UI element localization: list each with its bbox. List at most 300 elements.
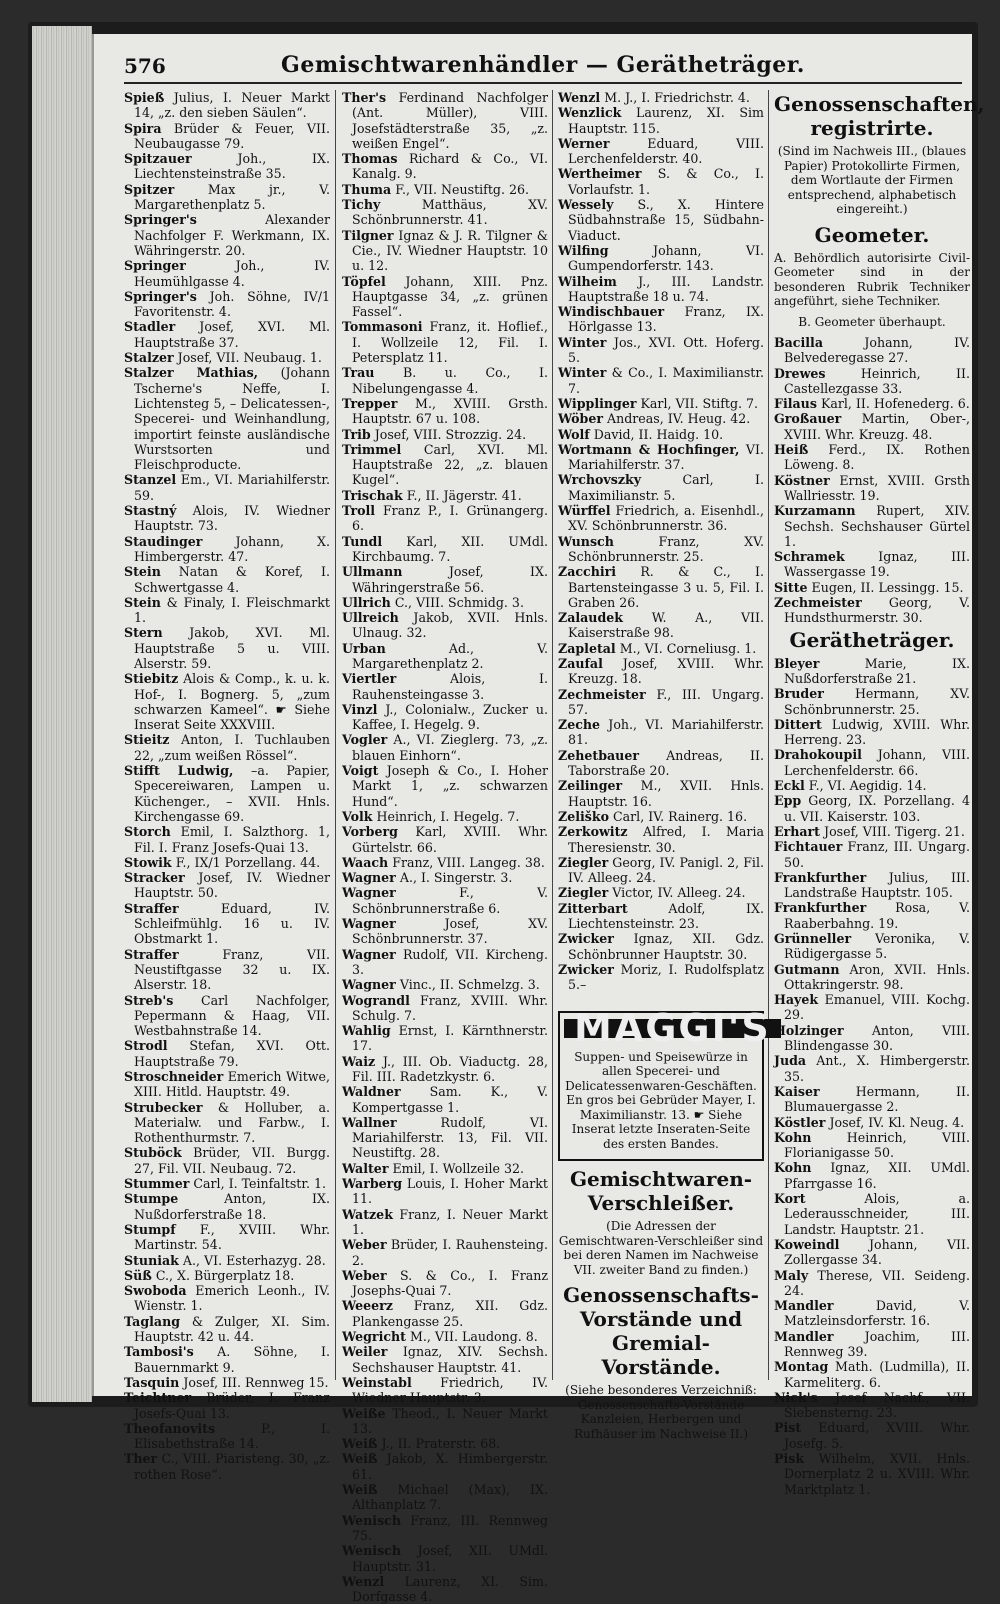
directory-entry [558, 90, 764, 105]
entry-text: F., VII. Neustiftg. 26. [395, 181, 529, 197]
entry-text: Hermann, II. Blumauergasse 2. [784, 1083, 970, 1115]
entry-name: Juda [774, 1053, 807, 1069]
entry-text: Franz, VIII. Langeg. 38. [392, 854, 545, 870]
entry-name: Zeilinger [558, 778, 623, 794]
directory-entry [774, 503, 970, 549]
section-note: (Sind im Nachweis III., (blaues Papier) Protokollirte Firmen, dem Wortlaute der Firmen entsprechend, alphabetisch eingereiht.) [777, 144, 967, 216]
entry-name: Warberg [342, 1176, 403, 1192]
entry-text: Johann, VIII. Lerchenfelderstr. 66. [784, 747, 970, 778]
entry-name: Wenzlick [558, 105, 622, 121]
entry-text: Em., VI. Mariahilferstr. 59. [134, 472, 330, 503]
directory-entry [558, 166, 764, 197]
entry-name: Ziegler [558, 885, 609, 901]
entry-name: Süß [124, 1267, 152, 1283]
directory-entry [124, 1421, 330, 1452]
entry-text: David, V. Matzleinsdorferstr. 16. [784, 1298, 970, 1329]
directory-entry [558, 748, 764, 779]
directory-entry [558, 931, 764, 962]
entry-text: M., VII. Laudong. 8. [410, 1329, 538, 1345]
column-3 [558, 90, 771, 1441]
entry-name: Trimmel [342, 441, 402, 457]
entry-text: (Johann Tscherne's Neffe, I. Lichtensteg 5, – Delicatessen-, Specerei- und Weinhandlung, importirt feinste ausländische Wurstsorten und Fleischproducte. [134, 365, 330, 473]
directory-entry [558, 656, 764, 687]
entry-name: Weiler [342, 1344, 388, 1360]
entry-text: Andreas, IV. Heug. 42. [607, 411, 751, 427]
entry-name: Wilheim [558, 273, 617, 289]
entry-text: C., VIII. Schmidg. 3. [394, 594, 524, 610]
directory-entry [342, 671, 548, 702]
directory-entry [558, 365, 764, 396]
entry-name: Zacchiri [558, 564, 617, 580]
directory-entry [558, 717, 764, 748]
directory-entry [774, 1115, 970, 1130]
directory-entry [124, 1268, 330, 1283]
directory-entry [774, 962, 970, 993]
directory-entry [124, 534, 330, 565]
directory-entry [342, 151, 548, 182]
entry-text: Anton, IX. Nußdorferstraße 18. [134, 1191, 330, 1222]
directory-entry [342, 977, 548, 992]
directory-entry [124, 824, 330, 855]
entry-text: Jos., XVI. Ott. Hoferg. 5. [568, 334, 764, 366]
entry-text: Victor, IV. Alleeg. 24. [612, 885, 746, 901]
directory-entry [774, 992, 970, 1023]
directory-entry [342, 947, 548, 978]
entry-name: Zeliško [558, 808, 609, 824]
directory-entry [558, 136, 764, 167]
entry-text: Aron, XVII. Hnls. Ottakringerstr. 98. [784, 961, 970, 992]
entry-name: Tommasoni [342, 319, 423, 335]
entry-name: Stifft Ludwig, [124, 763, 234, 779]
entry-text: Friedrich, IV. Wiedner Hauptstr. 3. [352, 1374, 548, 1406]
entry-text: Ernst, XVIII. Grsth Wallriesstr. 19. [784, 472, 970, 503]
directory-entry [342, 1161, 548, 1176]
entry-name: Stummer [124, 1176, 190, 1192]
section-heading: Gerätheträger. [789, 627, 955, 652]
directory-entry [342, 182, 548, 197]
entry-text: Jakob, XVII. Hnls. Ulnaug. 32. [352, 610, 548, 641]
entry-name: Vorberg [342, 824, 398, 840]
entry-name: Großauer [774, 411, 842, 427]
directory-entry [342, 855, 548, 870]
directory-entry [124, 1283, 330, 1314]
directory-entry [558, 197, 764, 243]
entry-text: Rupert, XIV. Sechsh. Sechshauser Gürtel 1. [784, 503, 970, 549]
directory-entry [774, 595, 970, 626]
entry-name: Urban [342, 640, 386, 656]
entry-name: Heiß [774, 442, 809, 458]
directory-entry [774, 778, 970, 793]
directory-entry [124, 993, 330, 1039]
entry-name: Koweindl [774, 1236, 840, 1252]
entry-text: Hermann, XV. Schönbrunnerstr. 25. [784, 686, 970, 717]
directory-entry [342, 809, 548, 824]
entry-text: Therese, VII. Seideng. 24. [784, 1267, 970, 1298]
entry-name: Gutmann [774, 961, 840, 977]
entry-name: Stanzel [124, 472, 177, 488]
directory-entry [558, 396, 764, 411]
entry-text: R. & C., I. Bartensteingasse 3 u. 5, Fil. I. Graben 26. [568, 564, 764, 610]
directory-entry [124, 625, 330, 671]
directory-entry [124, 1222, 330, 1253]
directory-entry [558, 687, 764, 718]
entry-name: Zeche [558, 717, 601, 733]
entry-text: Joh., IV. Heumühlgasse 4. [134, 258, 330, 289]
entry-name: Weeerz [342, 1298, 393, 1314]
entry-name: Stieitz [124, 732, 170, 748]
directory-entry [558, 427, 764, 442]
directory-entry [342, 1482, 548, 1513]
directory-entry [342, 396, 548, 427]
entry-name: Tichy [342, 197, 381, 213]
entry-text: Max jr., V. Margarethenplatz 5. [134, 181, 330, 213]
entry-text: Ferd., IX. Rothen Löweng. 8. [784, 442, 970, 473]
entry-name: Ther's [342, 90, 387, 105]
entry-name: Tasquin [124, 1374, 180, 1390]
entry-text: Heinrich, II. Castellezgasse 33. [784, 365, 970, 396]
entry-name: Wagner [342, 870, 396, 886]
directory-entry [774, 1191, 970, 1237]
directory-entry [342, 763, 548, 809]
entry-text: Emil, I. Wollzeile 32. [392, 1160, 525, 1176]
section-heading: Geometer. [814, 222, 930, 247]
entry-name: Ullreich [342, 610, 399, 626]
entry-name: Dittert [774, 716, 822, 732]
directory-entry [342, 319, 548, 365]
entry-text: Ignaz, XIV. Sechsh. Sechshauser Hauptstr. 41. [352, 1344, 548, 1375]
directory-entry [124, 182, 330, 213]
entry-name: Volk [342, 808, 373, 824]
entry-text: Alois, IV. Wiedner Hauptstr. 73. [134, 503, 330, 534]
entry-text: M., XVIII. Grsth. Hauptstr. 67 u. 108. [352, 395, 548, 427]
entry-text: F., XVIII. Whr. Martinstr. 54. [134, 1221, 330, 1253]
entry-name: Stastný [124, 503, 177, 519]
entry-name: Wenzl [558, 90, 601, 105]
entry-name: Bruder [774, 686, 824, 702]
entry-text: Johann, VI. Gumpendorferstr. 143. [568, 242, 764, 274]
directory-entry [774, 1023, 970, 1054]
entry-name: Pisk [774, 1451, 805, 1467]
maggi-logo: MAGGI'S [564, 1019, 781, 1038]
entry-name: Wahlig [342, 1023, 391, 1039]
entry-text: Theod., I. Neuer Markt 13. [352, 1405, 548, 1436]
directory-entry [342, 595, 548, 610]
entry-text: Ludwig, XVIII. Whr. Herreng. 23. [784, 716, 970, 748]
entry-name: Kohn [774, 1129, 812, 1145]
entry-text: Alois & Comp., k. u. k. Hof-, I. Bognerg. 5, „zum schwarzen Kameel“. ☛ Siehe Inserat Seite XXXVIII. [134, 671, 330, 733]
entry-name: Kohn [774, 1160, 812, 1176]
directory-entry [774, 1390, 970, 1421]
entry-text: Franz, XVIII. Whr. Schulg. 7. [352, 992, 548, 1023]
directory-entry [558, 962, 764, 993]
entry-text: Joachim, III. Rennweg 39. [784, 1328, 970, 1359]
entry-text: Josef, VII. Neubaug. 1. [177, 350, 322, 366]
entry-text: S. & Co., I. Vorlaufstr. 1. [568, 166, 764, 197]
entry-text: Johann, XIII. Pnz. Hauptgasse 34, „z. grünen Fassel“. [352, 273, 548, 320]
entry-name: Winter [558, 334, 607, 350]
directory-entry [774, 870, 970, 901]
directory-entry [124, 1375, 330, 1390]
directory-entry [558, 564, 764, 610]
directory-entry [342, 1207, 548, 1238]
directory-entry [342, 1543, 548, 1574]
entry-text: M., XVII. Hnls. Hauptstr. 16. [568, 778, 764, 809]
directory-entry [124, 1038, 330, 1069]
entry-name: Wenzl [342, 1573, 385, 1589]
entry-text: F., II. Jägerstr. 41. [406, 487, 522, 503]
entry-text: Vinc., II. Schmelzg. 3. [399, 977, 540, 993]
entry-name: Würffel [558, 503, 611, 519]
entry-name: Storch [124, 824, 171, 840]
entry-name: Zwicker [558, 961, 614, 977]
entry-text: J., II. Praterstr. 68. [381, 1436, 501, 1452]
entry-text: A., VI. Esterhazyg. 28. [182, 1252, 326, 1268]
entry-name: Fichtauer [774, 839, 843, 855]
entry-text: Josef, III. Rennweg 15. [183, 1374, 329, 1390]
entry-text: M. J., I. Friedrichstr. 4. [604, 90, 750, 105]
entry-name: Staudinger [124, 533, 203, 549]
entry-name: Frankfurther [774, 900, 867, 916]
entry-text: Franz, XV. Schönbrunnerstr. 25. [568, 533, 764, 564]
entry-name: Pist [774, 1420, 802, 1436]
entry-text: Johann, VII. Zollergasse 34. [784, 1236, 970, 1268]
entry-text: Carl, I. Teinfaltstr. 1. [193, 1176, 327, 1192]
entry-text: Alois, I. Rauhensteingasse 3. [352, 671, 548, 702]
directory-entry [774, 473, 970, 504]
directory-entry [558, 503, 764, 534]
entry-text: Josef, XV. Schönbrunnerstr. 37. [352, 916, 548, 947]
directory-entry [558, 274, 764, 305]
entry-text: Jakob, XVI. Ml. Hauptstraße 5 u. VIII. Alserstr. 59. [134, 625, 330, 671]
entry-name: Weiß [342, 1451, 378, 1467]
entry-text: Joh. Söhne, IV/1 Favoritenstr. 4. [134, 288, 330, 320]
entry-name: Wipplinger [558, 395, 637, 411]
directory-entry [774, 931, 970, 962]
entry-text: Michael (Max), IX. Althanplatz 7. [352, 1482, 548, 1513]
entry-text: C., X. Bürgerplatz 18. [155, 1267, 295, 1283]
entry-name: Strodl [124, 1038, 168, 1054]
entry-name: Walter [342, 1160, 389, 1176]
section-note: (Die Adressen der Gemischtwaren-Verschleißer sind bei deren Namen im Nachweise VII. zweiter Band zu finden.) [558, 1219, 764, 1277]
entry-text: Rudolf, VII. Kircheng. 3. [352, 946, 548, 977]
directory-entry [124, 732, 330, 763]
directory-entry [774, 1084, 970, 1115]
page-edges [32, 26, 92, 1402]
entry-text: Laurenz, XI. Sim. Dorfgasse 4. [352, 1573, 548, 1604]
directory-entry [124, 1253, 330, 1268]
directory-entry [558, 809, 764, 824]
entry-name: Zechmeister [774, 595, 862, 611]
directory-entry [774, 656, 970, 687]
entry-text: Heinrich, VIII. Florianigasse 50. [784, 1129, 970, 1161]
entry-text: Franz, III. Rennweg 75. [352, 1512, 548, 1543]
directory-entry [774, 824, 970, 839]
entry-name: Voigt [342, 763, 379, 779]
entry-text: Ignaz, XII. UMdl. Pfarrgasse 16. [784, 1160, 970, 1191]
entry-text: Karl, XII. UMdl. Kirchbaumg. 7. [352, 533, 548, 564]
entry-name: Weber [342, 1267, 387, 1283]
directory-entry [342, 534, 548, 565]
entry-name: Spieß [124, 90, 165, 105]
directory-entry [774, 335, 970, 366]
entry-name: Winter [558, 365, 607, 381]
entry-name: Köstner [774, 472, 830, 488]
entry-name: Windischbauer [558, 304, 665, 320]
entry-name: Zechmeister [558, 686, 646, 702]
entry-name: Weiß [342, 1436, 378, 1452]
entry-name: Weiß [342, 1482, 378, 1498]
directory-entry [124, 1069, 330, 1100]
entry-text: Carl, I. Maximilianstr. 5. [568, 472, 764, 503]
directory-entry [774, 717, 970, 748]
entry-text: Eduard, XVIII. Whr. Josefg. 5. [784, 1420, 970, 1451]
entry-name: Ullrich [342, 594, 391, 610]
entry-text: F., V. Schönbrunnerstraße 6. [352, 885, 548, 916]
directory-entry [124, 365, 330, 472]
entry-text: Josef, XVIII. Whr. Kreuzg. 18. [568, 655, 764, 687]
entry-name: Tilgner [342, 227, 394, 243]
entry-text: Karl, XVIII. Whr. Gürtelstr. 66. [352, 824, 548, 855]
entry-text: Joh., VI. Mariahilferstr. 81. [568, 717, 764, 748]
entry-name: Stalzer Mathias, [124, 365, 259, 381]
directory-entry [774, 686, 970, 717]
directory-entry [774, 366, 970, 397]
directory-entry [774, 747, 970, 778]
entry-text: Louis, I. Hoher Markt 11. [352, 1176, 548, 1207]
entry-name: Spira [124, 120, 162, 136]
entry-name: Bleyer [774, 655, 820, 671]
directory-entry [342, 641, 548, 672]
entry-text: Franz, it. Hoflief., I. Wollzeile 12, Fil. I. Petersplatz 11. [352, 319, 548, 366]
entry-name: Tambosi's [124, 1344, 194, 1360]
entry-text: S. & Co., I. Franz Josephs-Quai 7. [352, 1267, 548, 1299]
entry-name: Stumpf [124, 1221, 176, 1237]
directory-entry [342, 1375, 548, 1406]
entry-name: Töpfel [342, 273, 386, 289]
directory-entry [342, 732, 548, 763]
entry-text: Eduard, VIII. Lerchenfelderstr. 40. [568, 135, 764, 167]
entry-text: Franz, IX. Hörlgasse 13. [568, 304, 764, 335]
entry-name: Vogler [342, 732, 388, 748]
directory-entry [558, 304, 764, 335]
entry-name: Zaufal [558, 655, 603, 671]
entry-name: Wolf [558, 426, 590, 442]
entry-text: Natan & Koref, I. Schwertgasse 4. [134, 564, 330, 595]
directory-entry [558, 778, 764, 809]
entry-text: Carl Nachfolger, Pepermann & Haag, VII. Westbahnstraße 14. [134, 992, 330, 1039]
directory-entry [124, 1176, 330, 1191]
directory-entry [774, 793, 970, 824]
entry-text: Julius, III. Landstraße Hauptstr. 105. [784, 869, 970, 901]
directory-entry [342, 1436, 548, 1451]
entry-name: Nick's [774, 1389, 818, 1405]
entry-name: Stracker [124, 870, 185, 886]
entry-name: Erhart [774, 823, 821, 839]
directory-entry [558, 901, 764, 932]
directory-entry [558, 885, 764, 900]
directory-entry [342, 1298, 548, 1329]
directory-entry [558, 243, 764, 274]
entry-text: Wilhelm, XVII. Hnls. Dornerplatz 2 u. XVIII. Whr. Marktplatz 1. [784, 1451, 970, 1497]
entry-name: Ullmann [342, 564, 403, 580]
entry-name: Stalzer [124, 350, 174, 366]
entry-name: Zapletal [558, 640, 616, 656]
directory-entry [342, 702, 548, 733]
directory-page [92, 34, 985, 1604]
entry-name: Stiebitz [124, 671, 179, 687]
entry-name: Weinstabl [342, 1374, 412, 1390]
entry-text: C., VIII. Piaristeng. 30, „z. rothen Rose“. [134, 1451, 330, 1482]
entry-name: Kurzamann [774, 503, 856, 519]
directory-entry [124, 870, 330, 901]
entry-name: Stowik [124, 854, 172, 870]
entry-name: Mandler [774, 1328, 834, 1344]
directory-entry [774, 1420, 970, 1451]
entry-text: Rudolf, VI. Mariahilferstr. 13, Fil. VII. Neustiftg. 28. [352, 1114, 548, 1161]
directory-entry [774, 396, 970, 411]
directory-entry [342, 197, 548, 228]
directory-entry [124, 1100, 330, 1146]
directory-entry [558, 610, 764, 641]
directory-entry [342, 1344, 548, 1375]
entry-text: Brüder, VII. Burgg. 27, Fil. VII. Neubaug. 72. [134, 1145, 330, 1176]
directory-entry [342, 993, 548, 1024]
entry-text: Laurenz, XI. Sim Hauptstr. 115. [568, 105, 764, 136]
entry-text: Ferdinand Nachfolger (Ant. Müller), VIII. Josefstädterstraße 35, „z. weißen Engel“. [352, 90, 548, 151]
entry-text: Rosa, V. Raaberbahng. 19. [784, 900, 970, 931]
directory-entry [124, 151, 330, 182]
entry-text: Emanuel, VIII. Kochg. 29. [784, 992, 970, 1023]
entry-name: Wrchovszky [558, 472, 642, 488]
directory-entry [774, 1237, 970, 1268]
entry-text: Matthäus, XV. Schönbrunnerstr. 41. [352, 197, 548, 228]
entry-text: Ignaz, XII. Gdz. Schönbrunner Hauptstr. 30. [568, 931, 764, 962]
entry-text: Emerich Leonh., IV. Wienstr. 1. [134, 1283, 330, 1314]
column-rule [768, 90, 769, 1380]
directory-entry [342, 90, 548, 151]
entry-name: Weber [342, 1237, 387, 1253]
directory-entry [342, 503, 548, 534]
entry-text: Carl, XVI. Ml. Hauptstraße 22, „z. blauen Kugel“. [352, 441, 548, 488]
entry-text: Ant., X. Himbergerstr. 35. [784, 1053, 970, 1084]
column-1 [124, 90, 330, 1482]
directory-entry [342, 824, 548, 855]
entry-text: Brüder, I. Rauhensteing. 2. [352, 1237, 548, 1268]
directory-entry [342, 1513, 548, 1544]
directory-entry [774, 900, 970, 931]
entry-text: J., Colonialw., Zucker u. Kaffee, I. Hegelg. 9. [352, 701, 548, 733]
entry-text: Ignaz, III. Wassergasse 19. [784, 549, 970, 580]
entry-text: Franz, XII. Gdz. Plankengasse 25. [352, 1298, 548, 1329]
entry-name: Zitterbart [558, 900, 628, 916]
entry-name: Stadler [124, 319, 176, 335]
entry-text: Martin, Ober-, XVIII. Whr. Kreuzg. 48. [784, 411, 970, 442]
entry-name: Epp [774, 793, 802, 809]
entry-name: Spitzauer [124, 151, 192, 167]
ad-text: Suppen- und Speisewürze in allen Specerei- und Delicatessenwaren-Geschäften. En gros bei Gebrüder Mayer, I. Maximilianstr. 13. ☛ Siehe Inserat letzte Inseraten-Seite des ersten Bandes. [565, 1049, 757, 1151]
entry-text: Ad., V. Margarethenplatz 2. [352, 640, 548, 671]
entry-name: Hayek [774, 992, 819, 1008]
directory-entry [124, 1390, 330, 1421]
entry-text: Stefan, XVI. Ott. Hauptstraße 79. [134, 1038, 330, 1069]
directory-entry [342, 427, 548, 442]
directory-entry [774, 549, 970, 580]
entry-text: M., VI. Corneliusg. 1. [619, 640, 757, 656]
entry-name: Wenisch [342, 1543, 401, 1559]
entry-text: Carl, IV. Rainerg. 16. [613, 808, 748, 824]
directory-entry [342, 1023, 548, 1054]
entry-name: Wilfing [558, 242, 609, 258]
